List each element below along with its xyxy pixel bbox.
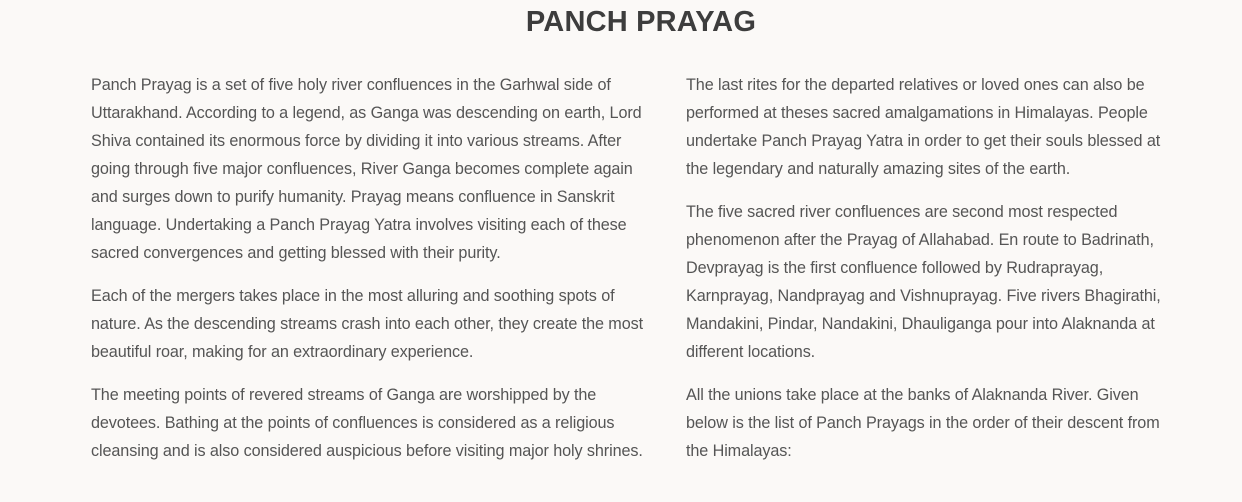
paragraph-five-confluences: The five sacred river confluences are second most respected phenomenon after the Prayag of Allahabad. En route to Badrinath, Devprayag is the first confluence followed by Rudraprayag, Karnprayag, Nandprayag and Vishnuprayag. Five rivers Bhagirathi, Mandakini, Pindar, Nandakini, Dhauliganga pour into Alaknanda at different locations. <box>686 203 1161 361</box>
paragraph-last-rites: The last rites for the departed relatives or loved ones can also be performed at theses sacred amalgamations in Himalayas. People undertake Panch Prayag Yatra in order to get their souls blessed at the legendary and naturally amazing sites of the earth. <box>686 76 1161 178</box>
right-column <box>686 71 1181 480</box>
left-column <box>91 71 651 480</box>
page-title: PANCH PRAYAG <box>525 6 757 38</box>
paragraph-mergers: Each of the mergers takes place in the most alluring and soothing spots of nature. As the descending streams crash into each other, they create the most beautiful roar, making for an extraordinary experience. <box>91 287 643 361</box>
paragraph-unions: All the unions take place at the banks of Alaknanda River. Given below is the list of Panch Prayags in the order of their descent from the Himalayas: <box>686 386 1160 460</box>
paragraph-meeting-points: The meeting points of revered streams of Ganga are worshipped by the devotees. Bathing at the points of confluences is considered as a religious cleansing and is also considered auspicious before visiting major holy shrines. <box>91 386 643 460</box>
paragraph-intro: Panch Prayag is a set of five holy river confluences in the Garhwal side of Uttarakhand. According to a legend, as Ganga was descending on earth, Lord Shiva contained its enormous force by dividing it into various streams. After going through five major confluences, River Ganga becomes complete again and surges down to purify humanity. Prayag means confluence in Sanskrit language. Undertaking a Panch Prayag Yatra involves visiting each of these sacred convergences and getting blessed with their purity. <box>91 76 642 262</box>
content-columns <box>91 71 1191 480</box>
